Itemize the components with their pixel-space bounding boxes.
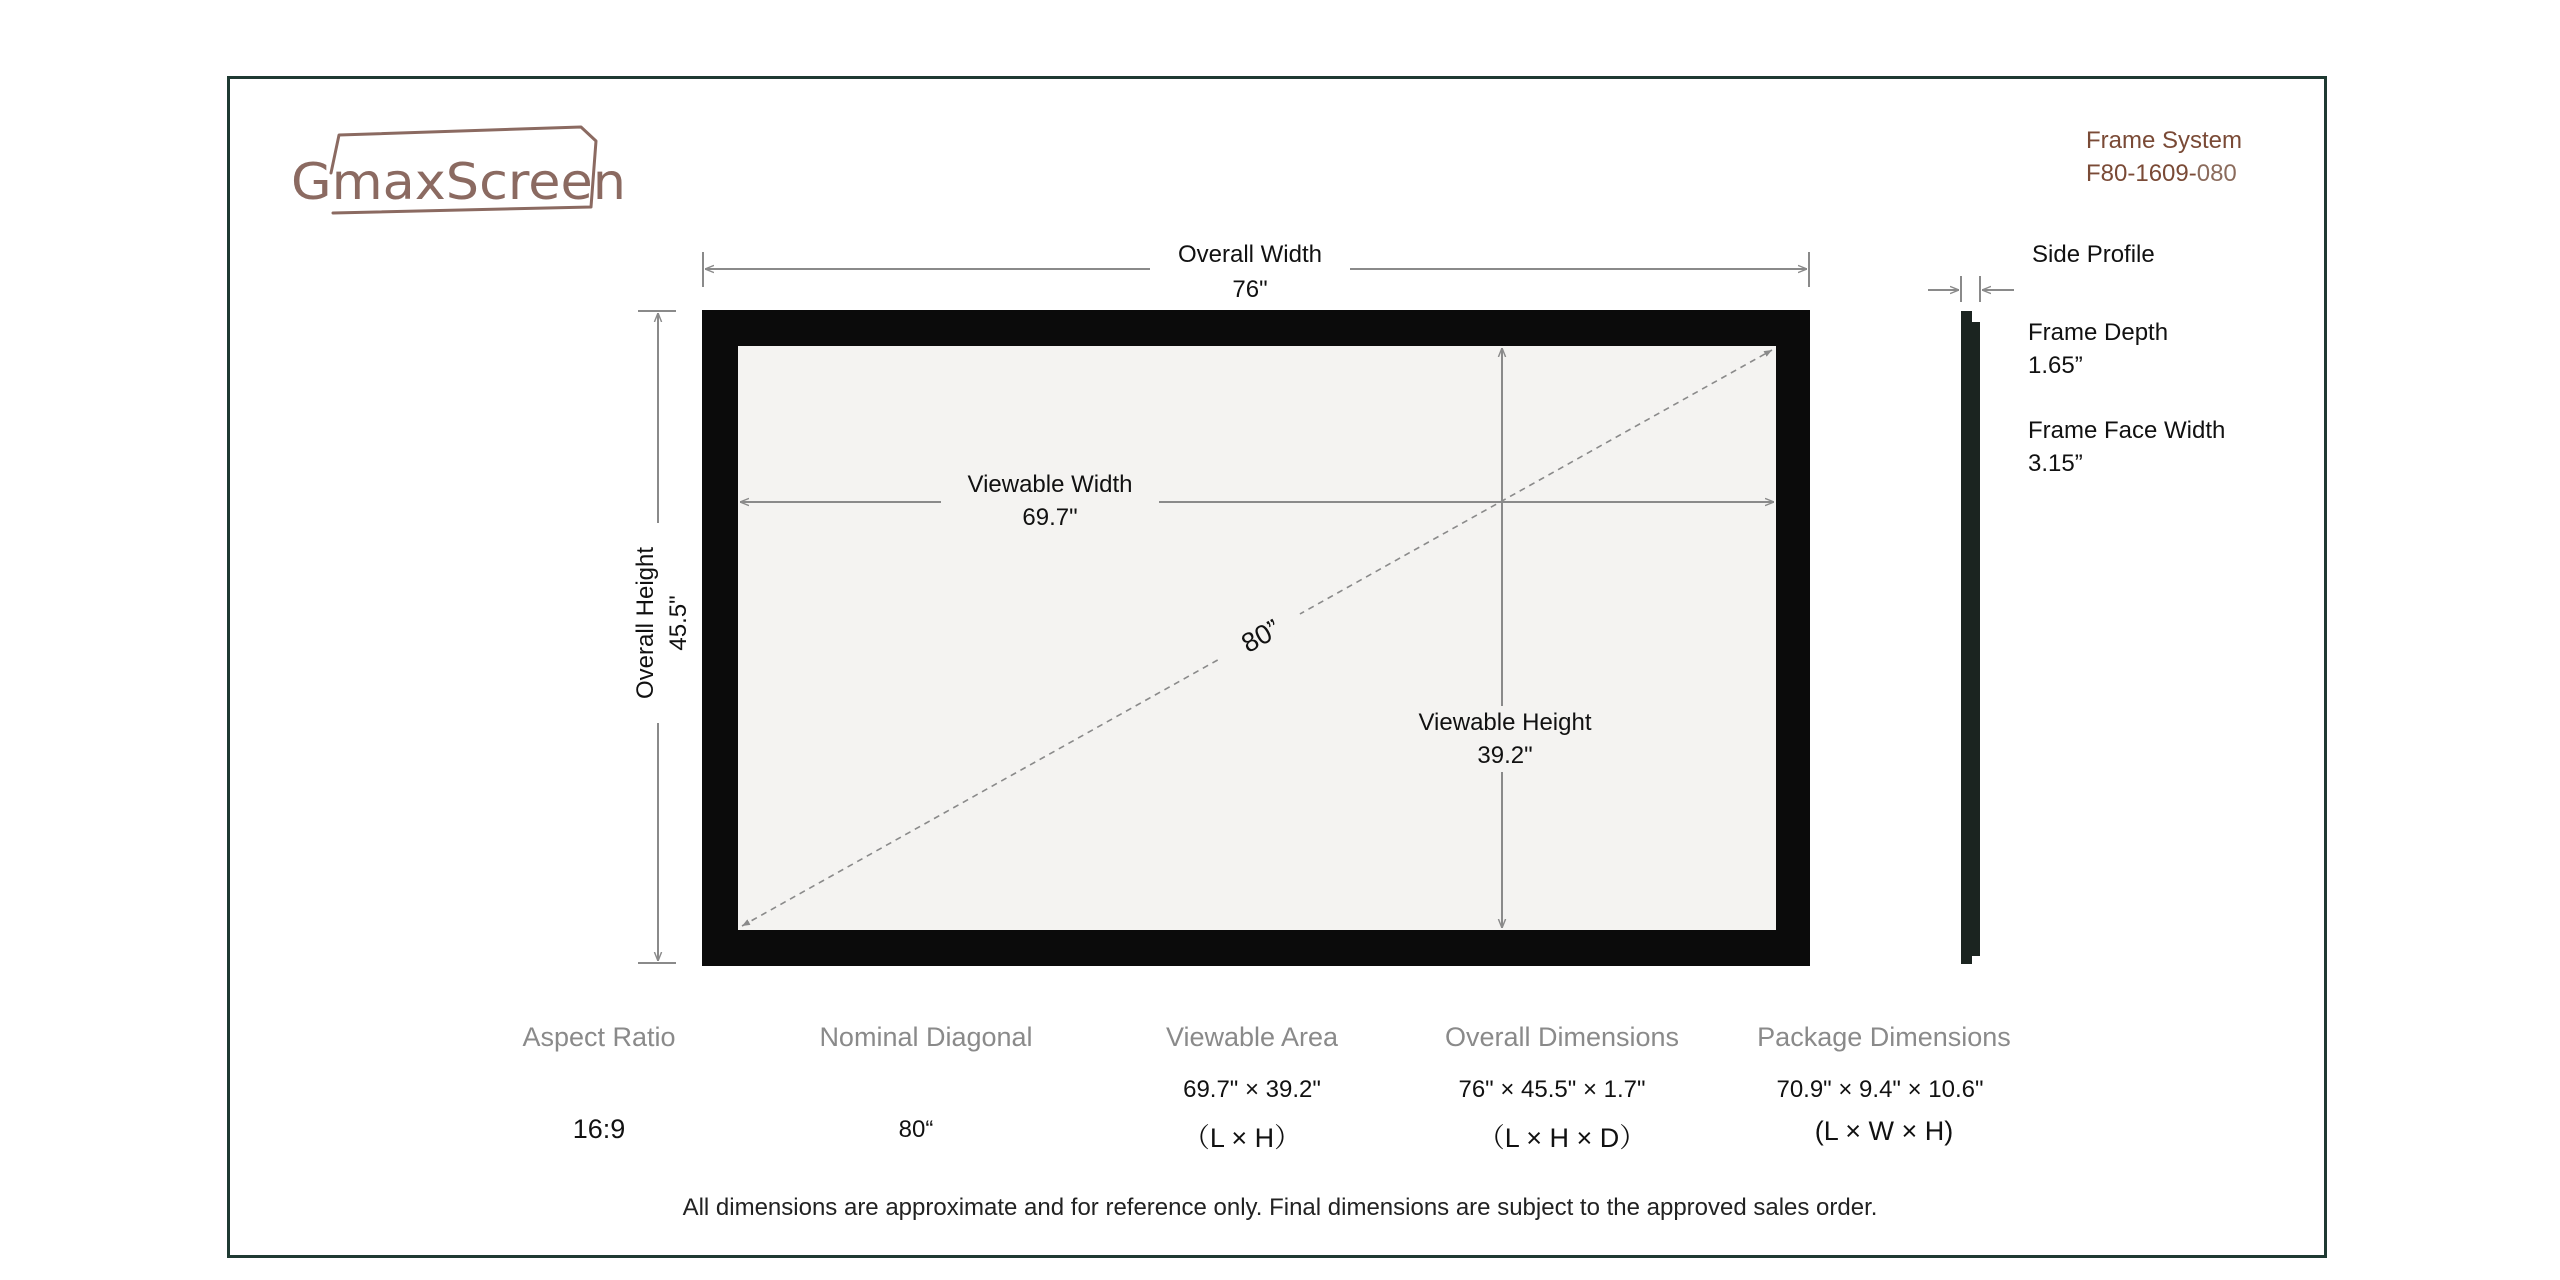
viewable-height-label-block [1400,706,1610,772]
model-prefix: F80-1609- [2086,160,2197,187]
frame-system-label: Frame System [2086,127,2243,154]
aspect-ratio-heading: Aspect Ratio [522,1022,676,1052]
viewable-width-value: 69.7" [1022,504,1078,531]
frame-depth-block [2028,316,2168,382]
disclaimer-footnote: All dimensions are approximate and for reference only. Final dimensions are subject to the approved sales order. [682,1194,1878,1221]
frame-face-width-label: Frame Face Width [2028,417,2226,444]
viewable-area-heading: Viewable Area [1165,1022,1339,1052]
viewable-width-label: Viewable Width [967,471,1133,498]
overall-height-label-block [629,523,695,723]
model-suffix: 080 [2196,160,2237,187]
logo-text: GmaxScreen [291,153,626,211]
viewable-height-label: Viewable Height [1418,709,1592,736]
overall-height-value: 45.5" [665,595,692,651]
package-dimensions-heading: Package Dimensions [1757,1022,2011,1052]
frame-depth-value: 1.65” [2028,352,2083,379]
viewable-height-value: 39.2" [1477,742,1533,769]
viewable-width-label-block [941,468,1159,534]
nominal-diagonal-heading: Nominal Diagonal [819,1022,1033,1052]
nominal-diagonal-value: 80“ [898,1116,934,1143]
overall-height-label: Overall Height [632,546,659,700]
overall-width-value: 76" [1232,276,1268,303]
frame-face-width-value: 3.15” [2028,450,2083,477]
overall-dimensions-heading: Overall Dimensions [1444,1022,1680,1052]
overall-dimensions-value: 76" × 45.5" × 1.7" [1458,1076,1646,1103]
overall-width-label: Overall Width [1177,241,1323,268]
side-profile-title: Side Profile [2032,241,2155,268]
frame-face-width-block [2028,414,2225,480]
viewable-area-value: 69.7" × 39.2" [1183,1076,1321,1103]
overall-width-label-block [1150,238,1350,306]
side-profile-frame [1961,311,1972,964]
aspect-ratio-value: 16:9 [572,1114,626,1144]
overall-dimensions-units: （L × H × D） [1477,1123,1647,1153]
package-dimensions-value: 70.9" × 9.4" × 10.6" [1776,1076,1984,1103]
frame-depth-label: Frame Depth [2028,319,2169,346]
diagonal-label: 80” [1214,600,1309,672]
viewable-area-units: （L × H） [1182,1123,1302,1153]
package-dimensions-units: (L × W × H) [1814,1116,1954,1146]
